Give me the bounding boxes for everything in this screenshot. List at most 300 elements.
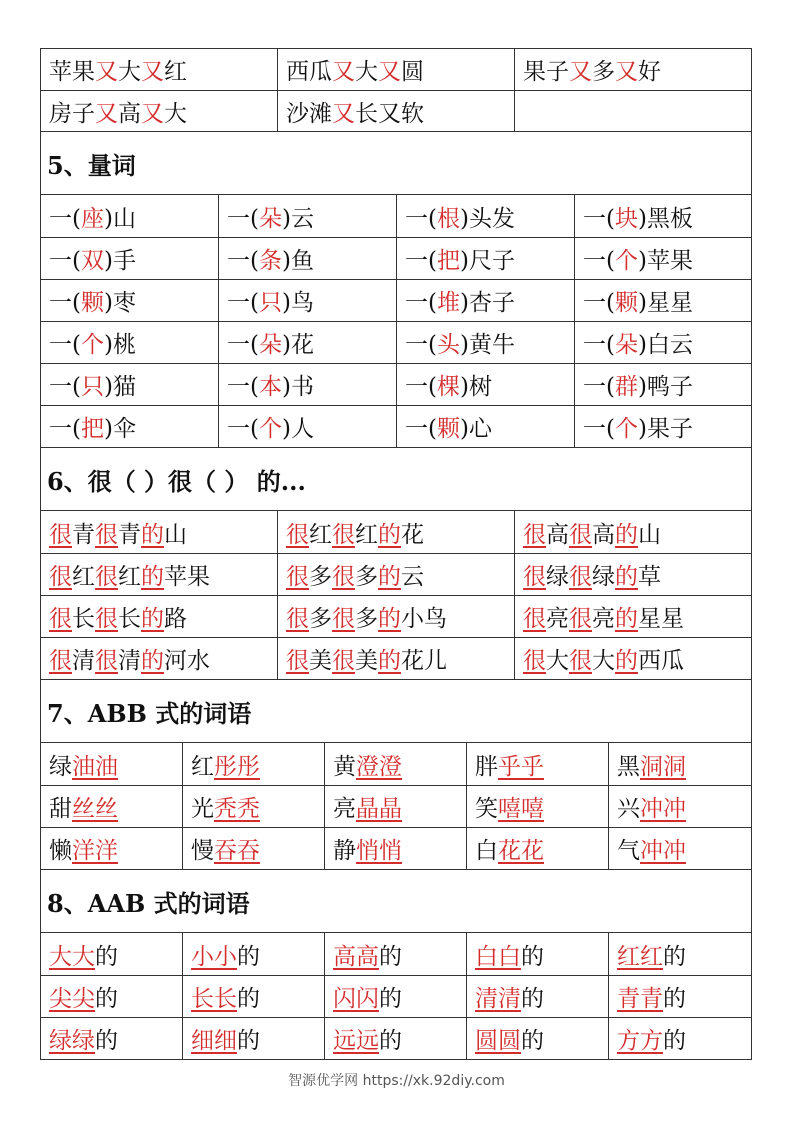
measure-word-cell bbox=[397, 238, 575, 279]
abb-word-cell bbox=[467, 743, 609, 785]
aab-word-cell bbox=[41, 976, 183, 1017]
table-row bbox=[41, 975, 751, 1017]
answer-char: 又 bbox=[95, 59, 118, 85]
aab-word-cell bbox=[609, 1018, 751, 1059]
word-head: 慢 bbox=[191, 838, 214, 864]
measure-word-cell bbox=[575, 238, 751, 279]
word-noun: )猫 bbox=[103, 374, 136, 400]
word-noun: )山 bbox=[103, 205, 136, 232]
table-row bbox=[41, 48, 751, 90]
measure-word-cell bbox=[397, 195, 575, 237]
word-prefix: 一( bbox=[227, 290, 259, 316]
word-tail: 的 bbox=[379, 986, 402, 1012]
measure-word-cell bbox=[219, 195, 397, 237]
word-noun: )鸟 bbox=[281, 290, 314, 316]
answer-bb: 秃秃 bbox=[214, 796, 260, 822]
word-noun: )花 bbox=[281, 332, 314, 358]
measure-word-cell bbox=[219, 364, 397, 405]
you-phrases-section bbox=[41, 48, 751, 131]
answer-measure-word: 把 bbox=[80, 416, 104, 442]
measure-word-cell bbox=[219, 238, 397, 279]
word-prefix: 一( bbox=[583, 290, 615, 316]
answer-aa: 闪闪 bbox=[333, 986, 379, 1012]
answer-aa: 红红 bbox=[617, 943, 663, 970]
adjective: 清 bbox=[118, 648, 141, 674]
answer-measure-word: 本 bbox=[258, 374, 282, 400]
answer-char: 很 bbox=[523, 564, 546, 590]
table-row bbox=[41, 510, 751, 553]
word-prefix: 一( bbox=[227, 205, 259, 232]
answer-char: 又 bbox=[141, 59, 164, 85]
worksheet-table bbox=[40, 48, 752, 1060]
word-head: 懒 bbox=[49, 838, 72, 864]
word-tail: 的 bbox=[379, 1028, 402, 1054]
answer-char: 又 bbox=[378, 59, 401, 85]
hen-phrase-cell bbox=[41, 596, 278, 637]
answer-char: 的 bbox=[378, 648, 401, 674]
answer-char: 很 bbox=[95, 648, 118, 674]
word-noun: )杏子 bbox=[459, 290, 515, 316]
aab-word-cell bbox=[467, 976, 609, 1017]
word-prefix: 一( bbox=[583, 205, 615, 232]
answer-aa: 青青 bbox=[617, 986, 663, 1012]
phrase-cell bbox=[41, 91, 278, 131]
word-prefix: 一( bbox=[227, 374, 259, 400]
answer-aa: 清清 bbox=[475, 986, 521, 1012]
answer-aa: 绿绿 bbox=[49, 1028, 95, 1054]
word-tail: 的 bbox=[95, 1028, 118, 1054]
answer-aa: 细细 bbox=[191, 1028, 237, 1054]
answer-char: 很 bbox=[332, 521, 355, 548]
measure-word-cell bbox=[397, 280, 575, 321]
noun: 河水 bbox=[164, 648, 210, 674]
answer-char: 很 bbox=[49, 606, 72, 632]
measure-word-cell bbox=[397, 406, 575, 447]
answer-bb: 洞洞 bbox=[640, 753, 686, 780]
adjective: 多 bbox=[355, 564, 378, 590]
abb-word-cell bbox=[467, 828, 609, 869]
measure-word-cell bbox=[397, 364, 575, 405]
word-prefix: 一( bbox=[227, 416, 259, 442]
hen-phrase-cell bbox=[41, 638, 278, 679]
measure-word-cell bbox=[575, 406, 751, 447]
word-head: 兴 bbox=[617, 796, 640, 822]
answer-measure-word: 个 bbox=[614, 416, 638, 442]
answer-measure-word: 堆 bbox=[436, 290, 460, 316]
word-prefix: 一( bbox=[227, 248, 259, 274]
table-row bbox=[41, 405, 751, 447]
abb-word-cell bbox=[325, 743, 467, 785]
table-row bbox=[41, 742, 751, 785]
noun: 草 bbox=[638, 564, 661, 590]
word-tail: 的 bbox=[663, 943, 686, 970]
phrase-cell bbox=[515, 91, 751, 131]
word-noun: )鱼 bbox=[281, 248, 314, 274]
answer-char: 很 bbox=[523, 648, 546, 674]
answer-measure-word: 把 bbox=[436, 248, 460, 274]
word-noun: )黑板 bbox=[637, 205, 693, 232]
answer-measure-word: 颗 bbox=[436, 416, 460, 442]
answer-bb: 悄悄 bbox=[356, 838, 402, 864]
section-7-title: 7、ABB 式的词语 bbox=[41, 679, 751, 742]
adjective: 美 bbox=[355, 648, 378, 674]
answer-bb: 彤彤 bbox=[214, 753, 260, 780]
answer-char: 很 bbox=[569, 606, 592, 632]
noun: 小鸟 bbox=[401, 606, 447, 632]
word-prefix: 一( bbox=[583, 374, 615, 400]
answer-char: 的 bbox=[141, 648, 164, 674]
adjective: 多 bbox=[309, 564, 332, 590]
word-prefix: 一( bbox=[405, 248, 437, 274]
answer-char: 很 bbox=[95, 521, 118, 548]
abb-word-cell bbox=[41, 828, 183, 869]
word-head: 绿 bbox=[49, 753, 72, 780]
word-noun: )手 bbox=[103, 248, 136, 274]
measure-word-cell bbox=[219, 322, 397, 363]
aab-word-cell bbox=[41, 933, 183, 975]
section-6-title: 6、很（ ）很（ ） 的... bbox=[41, 447, 751, 510]
answer-char: 很 bbox=[332, 648, 355, 674]
answer-aa: 高高 bbox=[333, 943, 379, 970]
word-part: 高 bbox=[118, 100, 141, 127]
word-prefix: 一( bbox=[405, 332, 437, 358]
word-noun: )果子 bbox=[637, 416, 693, 442]
table-row bbox=[41, 785, 751, 827]
adjective: 长 bbox=[72, 606, 95, 632]
answer-aa: 白白 bbox=[475, 943, 521, 970]
answer-char: 的 bbox=[378, 521, 401, 548]
answer-char: 又 bbox=[332, 59, 355, 85]
aab-word-cell bbox=[467, 1018, 609, 1059]
word-head: 光 bbox=[191, 796, 214, 822]
noun: 云 bbox=[401, 564, 424, 590]
word-prefix: 一( bbox=[583, 248, 615, 274]
word-part: 红 bbox=[164, 59, 187, 85]
abb-word-cell bbox=[325, 786, 467, 827]
adjective: 高 bbox=[592, 521, 615, 548]
answer-char: 又 bbox=[569, 59, 592, 85]
word-part: 大 bbox=[355, 59, 378, 85]
word-noun: )星星 bbox=[637, 290, 693, 316]
word-part: 圆 bbox=[401, 59, 424, 85]
phrase-cell bbox=[41, 49, 278, 90]
answer-char: 的 bbox=[615, 606, 638, 632]
answer-measure-word: 群 bbox=[614, 374, 638, 400]
word-head: 亮 bbox=[333, 796, 356, 822]
aab-word-cell bbox=[183, 933, 325, 975]
abb-word-cell bbox=[467, 786, 609, 827]
answer-aa: 远远 bbox=[333, 1028, 379, 1054]
word-noun: )黄牛 bbox=[459, 332, 515, 358]
word-part: 沙滩 bbox=[286, 100, 332, 127]
table-row bbox=[41, 194, 751, 237]
word-tail: 的 bbox=[379, 943, 402, 970]
aab-word-cell bbox=[467, 933, 609, 975]
answer-char: 很 bbox=[569, 521, 592, 548]
noun: 山 bbox=[164, 521, 187, 548]
adjective: 美 bbox=[309, 648, 332, 674]
table-row bbox=[41, 827, 751, 869]
answer-aa: 尖尖 bbox=[49, 986, 95, 1012]
answer-measure-word: 座 bbox=[80, 205, 104, 232]
abb-word-cell bbox=[609, 828, 751, 869]
noun: 西瓜 bbox=[638, 648, 684, 674]
word-noun: )书 bbox=[281, 374, 314, 400]
answer-measure-word: 双 bbox=[80, 248, 104, 274]
noun: 山 bbox=[638, 521, 661, 548]
answer-aa: 大大 bbox=[49, 943, 95, 970]
answer-bb: 乎乎 bbox=[498, 753, 544, 780]
measure-word-cell bbox=[397, 322, 575, 363]
answer-char: 很 bbox=[332, 606, 355, 632]
table-row bbox=[41, 595, 751, 637]
phrase-cell bbox=[278, 49, 515, 90]
answer-measure-word: 朵 bbox=[258, 205, 282, 232]
answer-measure-word: 根 bbox=[436, 205, 460, 232]
table-row bbox=[41, 553, 751, 595]
answer-aa: 小小 bbox=[191, 943, 237, 970]
word-noun: )白云 bbox=[637, 332, 693, 358]
answer-measure-word: 头 bbox=[436, 332, 460, 358]
answer-bb: 丝丝 bbox=[72, 796, 118, 822]
aab-word-cell bbox=[325, 1018, 467, 1059]
answer-char: 很 bbox=[569, 564, 592, 590]
measure-word-cell bbox=[575, 364, 751, 405]
answer-bb: 晶晶 bbox=[356, 796, 402, 822]
word-part: 长又软 bbox=[355, 100, 424, 127]
measure-word-cell bbox=[219, 280, 397, 321]
answer-aa: 方方 bbox=[617, 1028, 663, 1054]
answer-measure-word: 块 bbox=[614, 205, 638, 232]
hen-phrase-cell bbox=[278, 638, 515, 679]
answer-measure-word: 个 bbox=[80, 332, 104, 358]
word-head: 黄 bbox=[333, 753, 356, 780]
word-tail: 的 bbox=[663, 1028, 686, 1054]
noun: 星星 bbox=[638, 606, 684, 632]
word-part: 西瓜 bbox=[286, 59, 332, 85]
answer-bb: 花花 bbox=[498, 838, 544, 864]
word-head: 笑 bbox=[475, 796, 498, 822]
abb-word-cell bbox=[41, 786, 183, 827]
answer-char: 很 bbox=[49, 521, 72, 548]
noun: 路 bbox=[164, 606, 187, 632]
measure-word-cell bbox=[41, 195, 219, 237]
word-part: 大 bbox=[118, 59, 141, 85]
table-row bbox=[41, 1017, 751, 1059]
word-head: 白 bbox=[475, 838, 498, 864]
adjective: 绿 bbox=[546, 564, 569, 590]
answer-char: 很 bbox=[523, 606, 546, 632]
hen-phrase-cell bbox=[41, 554, 278, 595]
word-part: 好 bbox=[638, 59, 661, 85]
abb-word-cell bbox=[183, 786, 325, 827]
table-row bbox=[41, 321, 751, 363]
answer-char: 很 bbox=[332, 564, 355, 590]
abb-word-cell bbox=[609, 743, 751, 785]
aab-word-cell bbox=[183, 976, 325, 1017]
answer-aa: 长长 bbox=[191, 986, 237, 1012]
word-part: 房子 bbox=[49, 100, 95, 127]
word-tail: 的 bbox=[237, 986, 260, 1012]
adjective: 长 bbox=[118, 606, 141, 632]
word-part: 果子 bbox=[523, 59, 569, 85]
abb-word-cell bbox=[609, 786, 751, 827]
answer-bb: 嘻嘻 bbox=[498, 796, 544, 822]
word-tail: 的 bbox=[663, 986, 686, 1012]
answer-char: 的 bbox=[378, 564, 401, 590]
answer-char: 很 bbox=[286, 648, 309, 674]
answer-aa: 圆圆 bbox=[475, 1028, 521, 1054]
answer-bb: 冲冲 bbox=[640, 838, 686, 864]
answer-char: 的 bbox=[615, 564, 638, 590]
table-row bbox=[41, 637, 751, 679]
aab-words-section bbox=[41, 932, 751, 1059]
adjective: 红 bbox=[309, 521, 332, 548]
answer-measure-word: 个 bbox=[258, 416, 282, 442]
hen-phrase-cell bbox=[278, 511, 515, 553]
word-prefix: 一( bbox=[405, 374, 437, 400]
word-noun: )心 bbox=[459, 416, 492, 442]
adjective: 清 bbox=[72, 648, 95, 674]
answer-char: 很 bbox=[523, 521, 546, 548]
answer-char: 又 bbox=[95, 100, 118, 127]
adjective: 高 bbox=[546, 521, 569, 548]
measure-words-section bbox=[41, 194, 751, 447]
table-row bbox=[41, 932, 751, 975]
noun: 苹果 bbox=[164, 564, 210, 590]
word-prefix: 一( bbox=[49, 416, 81, 442]
answer-measure-word: 棵 bbox=[436, 374, 460, 400]
word-prefix: 一( bbox=[405, 205, 437, 232]
answer-char: 的 bbox=[615, 648, 638, 674]
answer-measure-word: 只 bbox=[80, 374, 104, 400]
word-tail: 的 bbox=[95, 986, 118, 1012]
word-noun: )人 bbox=[281, 416, 314, 442]
word-prefix: 一( bbox=[405, 416, 437, 442]
word-prefix: 一( bbox=[583, 332, 615, 358]
answer-char: 的 bbox=[141, 521, 164, 548]
section-5-title: 5、量词 bbox=[41, 131, 751, 194]
answer-char: 很 bbox=[286, 521, 309, 548]
abb-word-cell bbox=[183, 828, 325, 869]
hen-phrases-section bbox=[41, 510, 751, 679]
word-noun: )云 bbox=[281, 205, 314, 232]
aab-word-cell bbox=[609, 976, 751, 1017]
phrase-cell bbox=[278, 91, 515, 131]
word-noun: )尺子 bbox=[459, 248, 515, 274]
adjective: 大 bbox=[546, 648, 569, 674]
table-row bbox=[41, 90, 751, 131]
word-tail: 的 bbox=[521, 986, 544, 1012]
word-tail: 的 bbox=[237, 943, 260, 970]
word-prefix: 一( bbox=[405, 290, 437, 316]
word-prefix: 一( bbox=[49, 332, 81, 358]
hen-phrase-cell bbox=[515, 554, 751, 595]
answer-bb: 澄澄 bbox=[356, 753, 402, 780]
word-head: 黑 bbox=[617, 753, 640, 780]
table-row bbox=[41, 279, 751, 321]
answer-char: 很 bbox=[286, 606, 309, 632]
answer-char: 很 bbox=[95, 606, 118, 632]
hen-phrase-cell bbox=[278, 596, 515, 637]
aab-word-cell bbox=[325, 976, 467, 1017]
word-prefix: 一( bbox=[49, 290, 81, 316]
abb-word-cell bbox=[183, 743, 325, 785]
word-noun: )枣 bbox=[103, 290, 136, 316]
word-part: 多 bbox=[592, 59, 615, 85]
measure-word-cell bbox=[41, 238, 219, 279]
measure-word-cell bbox=[41, 406, 219, 447]
answer-char: 又 bbox=[332, 100, 355, 127]
answer-measure-word: 条 bbox=[258, 248, 282, 274]
word-prefix: 一( bbox=[227, 332, 259, 358]
answer-bb: 油油 bbox=[72, 753, 118, 780]
abb-words-section bbox=[41, 742, 751, 869]
answer-char: 很 bbox=[569, 648, 592, 674]
hen-phrase-cell bbox=[515, 596, 751, 637]
aab-word-cell bbox=[183, 1018, 325, 1059]
adjective: 红 bbox=[118, 564, 141, 590]
abb-word-cell bbox=[41, 743, 183, 785]
hen-phrase-cell bbox=[41, 511, 278, 553]
aab-word-cell bbox=[609, 933, 751, 975]
answer-measure-word: 朵 bbox=[614, 332, 638, 358]
word-prefix: 一( bbox=[49, 374, 81, 400]
footer-watermark: 智源优学网 https://xk.92diy.com bbox=[288, 1073, 505, 1089]
answer-bb: 冲冲 bbox=[640, 796, 686, 822]
abb-word-cell bbox=[325, 828, 467, 869]
adjective: 大 bbox=[592, 648, 615, 674]
noun: 花 bbox=[401, 521, 424, 548]
word-noun: )树 bbox=[459, 374, 492, 400]
answer-char: 的 bbox=[378, 606, 401, 632]
word-head: 气 bbox=[617, 838, 640, 864]
noun: 花儿 bbox=[401, 648, 447, 674]
word-prefix: 一( bbox=[583, 416, 615, 442]
word-noun: )苹果 bbox=[637, 248, 693, 274]
measure-word-cell bbox=[41, 322, 219, 363]
answer-measure-word: 个 bbox=[614, 248, 638, 274]
measure-word-cell bbox=[575, 322, 751, 363]
word-prefix: 一( bbox=[49, 205, 81, 232]
adjective: 红 bbox=[72, 564, 95, 590]
word-noun: )桃 bbox=[103, 332, 136, 358]
answer-char: 又 bbox=[615, 59, 638, 85]
adjective: 红 bbox=[355, 521, 378, 548]
measure-word-cell bbox=[219, 406, 397, 447]
measure-word-cell bbox=[575, 280, 751, 321]
measure-word-cell bbox=[41, 364, 219, 405]
answer-bb: 洋洋 bbox=[72, 838, 118, 864]
word-noun: )鸭子 bbox=[637, 374, 693, 400]
word-head: 静 bbox=[333, 838, 356, 864]
answer-char: 很 bbox=[49, 648, 72, 674]
measure-word-cell bbox=[41, 280, 219, 321]
aab-word-cell bbox=[41, 1018, 183, 1059]
word-head: 红 bbox=[191, 753, 214, 780]
measure-word-cell bbox=[575, 195, 751, 237]
word-tail: 的 bbox=[237, 1028, 260, 1054]
word-tail: 的 bbox=[95, 943, 118, 970]
section-8-title: 8、AAB 式的词语 bbox=[41, 869, 751, 932]
answer-char: 的 bbox=[615, 521, 638, 548]
adjective: 多 bbox=[309, 606, 332, 632]
answer-bb: 吞吞 bbox=[214, 838, 260, 864]
answer-char: 很 bbox=[49, 564, 72, 590]
word-head: 胖 bbox=[475, 753, 498, 780]
answer-char: 的 bbox=[141, 606, 164, 632]
word-noun: )头发 bbox=[459, 205, 515, 232]
